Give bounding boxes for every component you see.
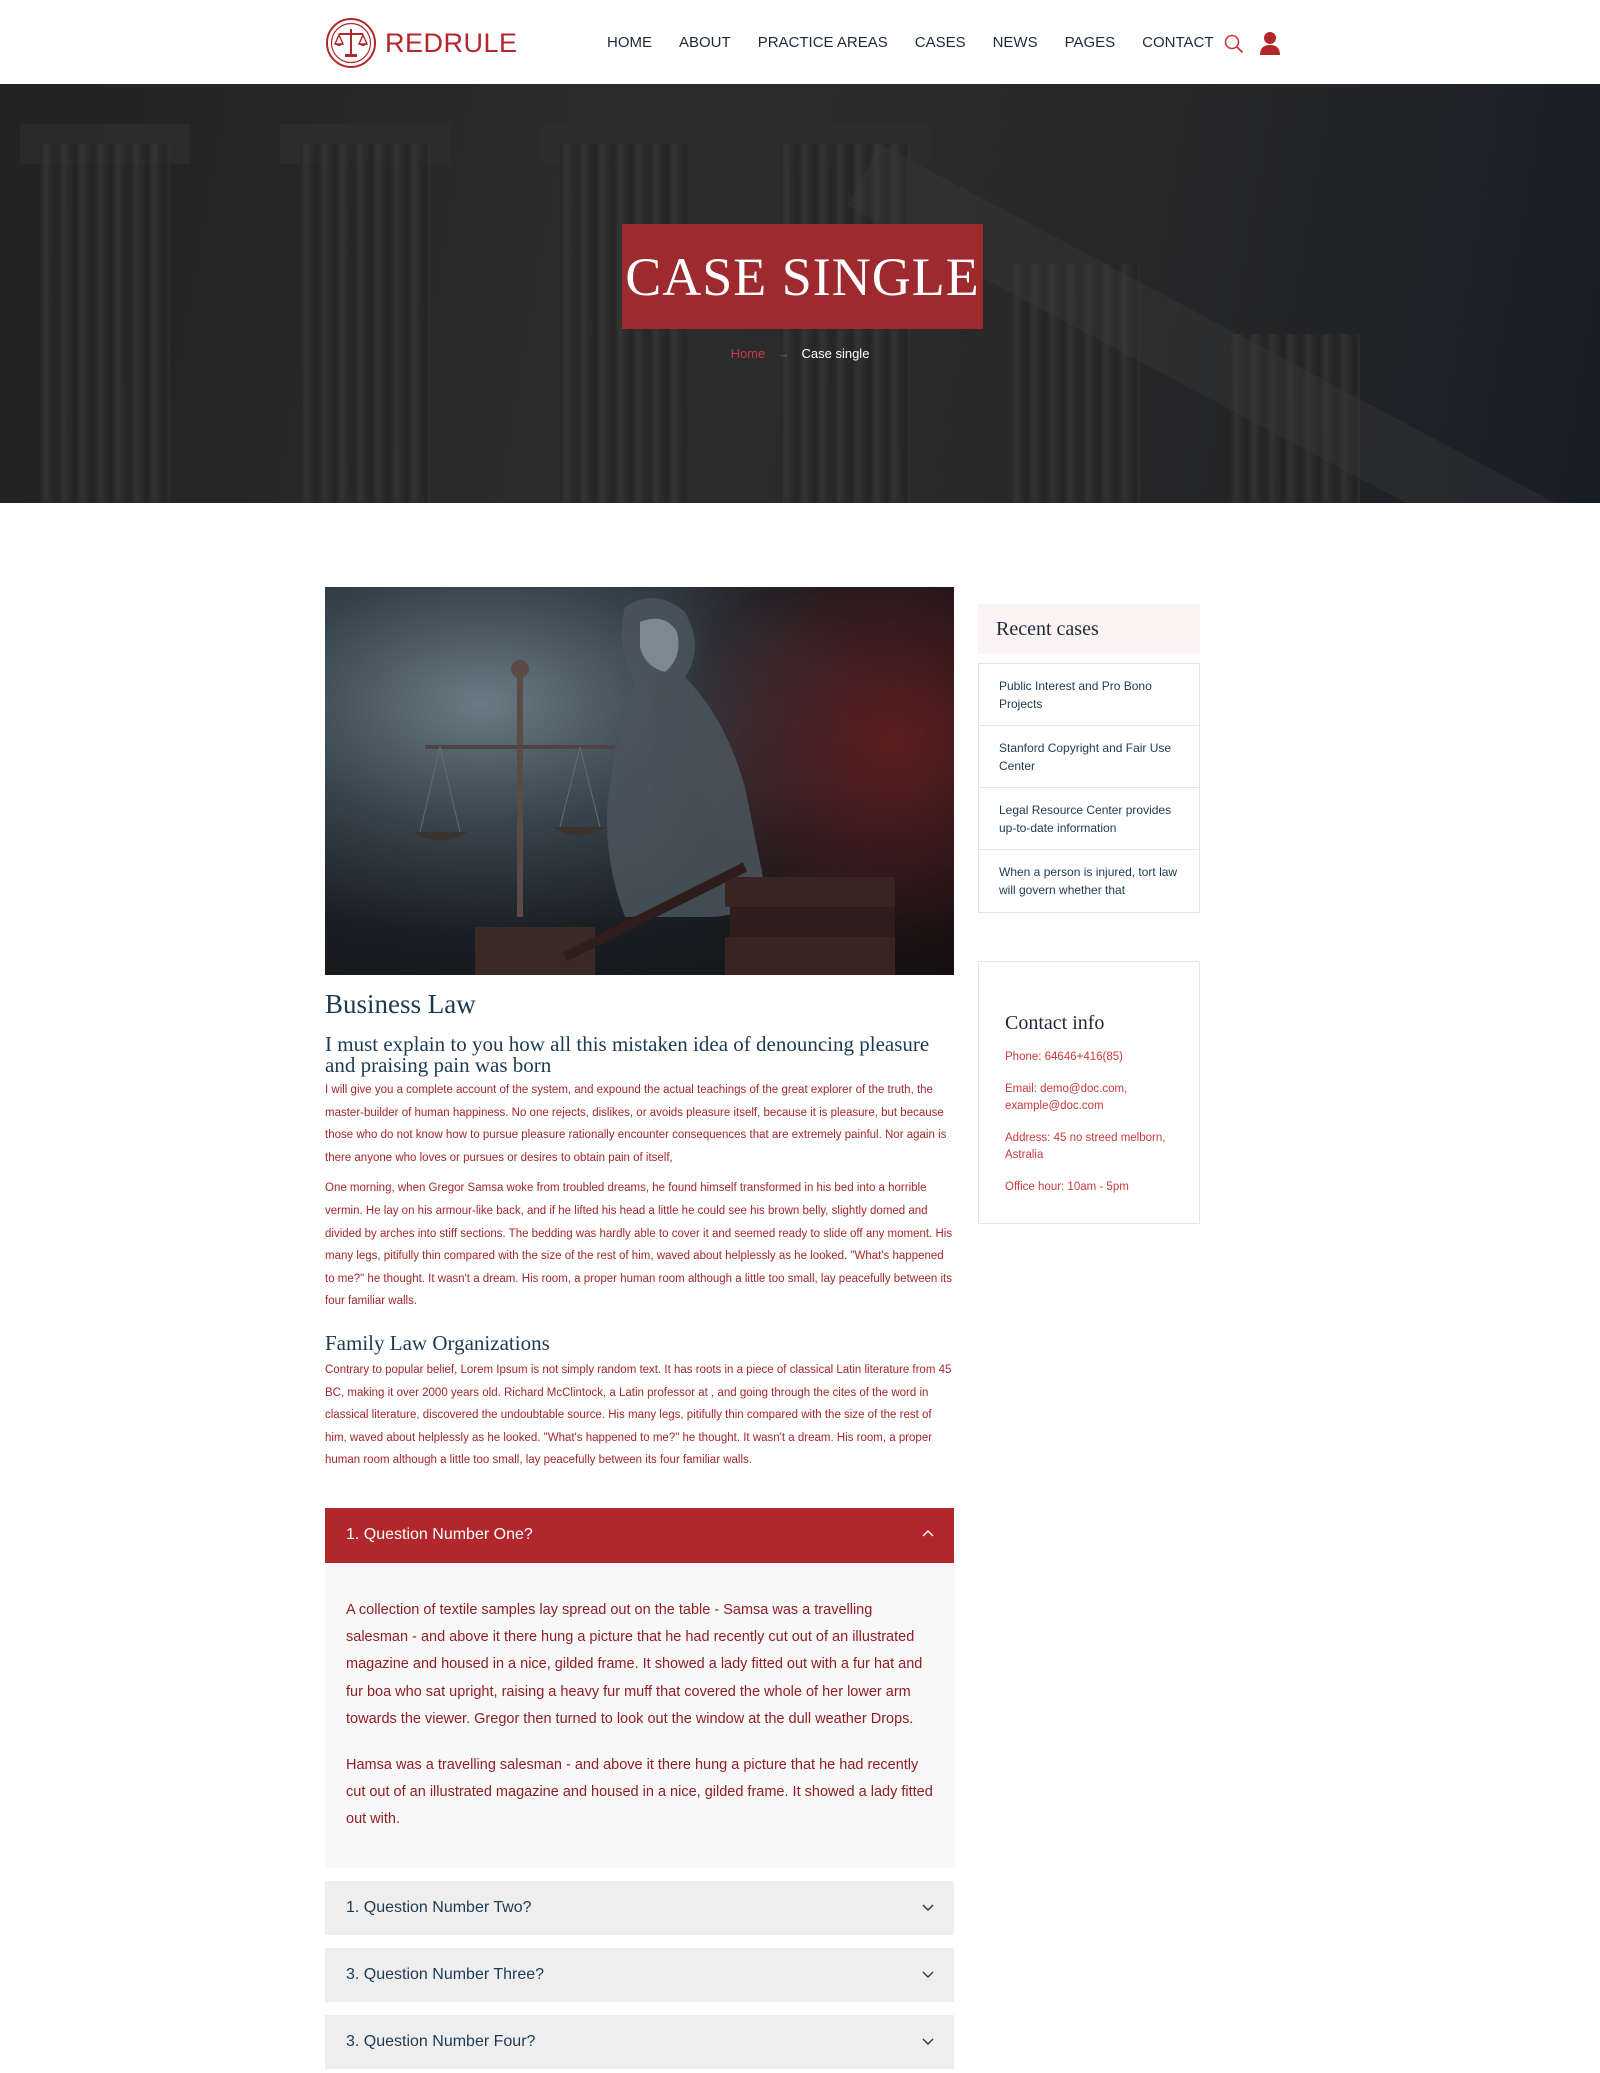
nav-pages[interactable]: PAGES	[1064, 33, 1116, 51]
main-nav	[607, 0, 1214, 84]
accordion-title: 1. Question Number One?	[346, 1526, 533, 1544]
contact-email: Email: demo@doc.com, example@doc.com	[1005, 1082, 1128, 1112]
case-content	[325, 587, 954, 2069]
nav-about[interactable]: ABOUT	[679, 33, 731, 51]
accordion-answer: A collection of textile samples lay spread out on the table - Samsa was a travelling salesman - and above it there hung a picture that he had recently cut out of an illustrated magazine and housed in a nice, gilded frame. It showed a lady fitted out with a fur hat and fur boa who sat upright, raising a heavy fur muff that covered the whole of her lower arm towards the viewer. Gregor then turned to look out the window at the dull weather Drops.	[346, 1601, 923, 1727]
chevron-down-icon	[922, 1901, 934, 1913]
breadcrumb	[0, 346, 1600, 361]
accordion-answer: Hamsa was a travelling salesman - and above it there hung a picture that he had recently cut out of an illustrated magazine and housed in a nice, gilded frame. It showed a lady fitted out with.	[346, 1756, 933, 1828]
logo-text: REDRULE	[385, 27, 518, 58]
recent-case-link[interactable]: Stanford Copyright and Fair Use Center	[979, 726, 1199, 788]
nav-cases[interactable]: CASES	[914, 33, 966, 51]
article-heading: Business Law	[325, 989, 476, 1019]
accordion-title: 1. Question Number Two?	[346, 1898, 532, 1916]
accordion-question-three[interactable]	[325, 1948, 954, 2002]
scales-logo-icon	[325, 17, 377, 69]
chevron-down-icon	[922, 2035, 934, 2047]
accordion-title: 3. Question Number Four?	[346, 2032, 536, 2050]
recent-case-link[interactable]: Legal Resource Center provides up-to-date information	[979, 788, 1199, 850]
nav-news[interactable]: NEWS	[992, 33, 1038, 51]
nav-home[interactable]: HOME	[607, 33, 652, 51]
article-paragraph: Contrary to popular belief, Lorem Ipsum is not simply random text. It has roots in a piece of classical Latin literature from 45 BC, making it over 2000 years old. Richard McClintock, a Latin professor at , and going through the cites of the word in classical literature, discovered the undoubtable source. His many legs, pitifully thin compared with the size of the rest of him, waved about helplessly as he looked. "What's happened to me?" he thought. It wasn't a dream. His room, a proper human room although a little too small, lay peacefully between its four familiar walls.	[325, 1363, 952, 1467]
recent-case-link[interactable]: Public Interest and Pro Bono Projects	[979, 664, 1199, 726]
accordion-question-four[interactable]	[325, 2015, 954, 2069]
accordion-question-one[interactable]	[325, 1508, 954, 1563]
case-featured-image	[325, 587, 954, 975]
page-title-box	[622, 224, 983, 329]
chevron-down-icon	[922, 1968, 934, 1980]
breadcrumb-current: Case single	[801, 346, 870, 361]
page-title: CASE SINGLE	[625, 246, 980, 307]
contact-office-hours: Office hour: 10am - 5pm	[1005, 1180, 1129, 1193]
user-icon[interactable]	[1259, 31, 1281, 55]
breadcrumb-home-link[interactable]: Home	[730, 346, 766, 361]
article-subheading: I must explain to you how all this mistaken idea of denouncing pleasure and praising pain was born	[325, 1032, 930, 1077]
contact-info-heading: Contact info	[1005, 1012, 1105, 1034]
nav-contact[interactable]: CONTACT	[1142, 33, 1214, 51]
lady-justice-illustration	[325, 587, 954, 975]
accordion-title: 3. Question Number Three?	[346, 1965, 545, 1983]
chevron-up-icon	[922, 1528, 934, 1540]
logo[interactable]	[325, 17, 518, 69]
arrow-right-icon: →	[776, 346, 790, 361]
contact-address: Address: 45 no streed melborn, Astralia	[1005, 1131, 1166, 1161]
article-paragraph: One morning, when Gregor Samsa woke from troubled dreams, he found himself transformed in his bed into a horrible vermin. He lay on his armour-like back, and if he lifted his head a little he could see his brown belly, slightly domed and divided by arches into stiff sections. The bedding was hardly able to cover it and seemed ready to slide off any moment. His many legs, pitifully thin compared with the size of the rest of him, waved about helplessly as he looked. "What's happened to me?" he thought. It wasn't a dream. His room, a proper human room although a little too small, lay peacefully between its four familiar walls.	[325, 1182, 953, 1308]
accordion-question-two[interactable]	[325, 1881, 954, 1935]
article-paragraph: I will give you a complete account of the system, and expound the actual teachings of the great explorer of the truth, the master-builder of human happiness. No one rejects, dislikes, or avoids pleasure itself, because it is pleasure, but because those who do not know how to pursue pleasure rationally encounter consequences that are extremely painful. Nor again is there anyone who loves or pursues or desires to obtain pain of itself,	[325, 1084, 947, 1164]
nav-practice-areas[interactable]: PRACTICE AREAS	[757, 33, 888, 51]
page-hero	[0, 84, 1600, 503]
recent-cases-heading: Recent cases	[978, 604, 1200, 654]
contact-info-box	[978, 961, 1200, 1224]
site-header	[0, 0, 1600, 84]
family-law-heading: Family Law Organizations	[325, 1330, 550, 1355]
search-icon[interactable]	[1224, 34, 1244, 54]
contact-phone: Phone: 64646+416(85)	[1005, 1051, 1123, 1063]
recent-case-link[interactable]: When a person is injured, tort law will govern whether that	[999, 865, 1178, 897]
recent-cases-list	[978, 663, 1200, 913]
accordion-panel-one	[325, 1563, 954, 1868]
